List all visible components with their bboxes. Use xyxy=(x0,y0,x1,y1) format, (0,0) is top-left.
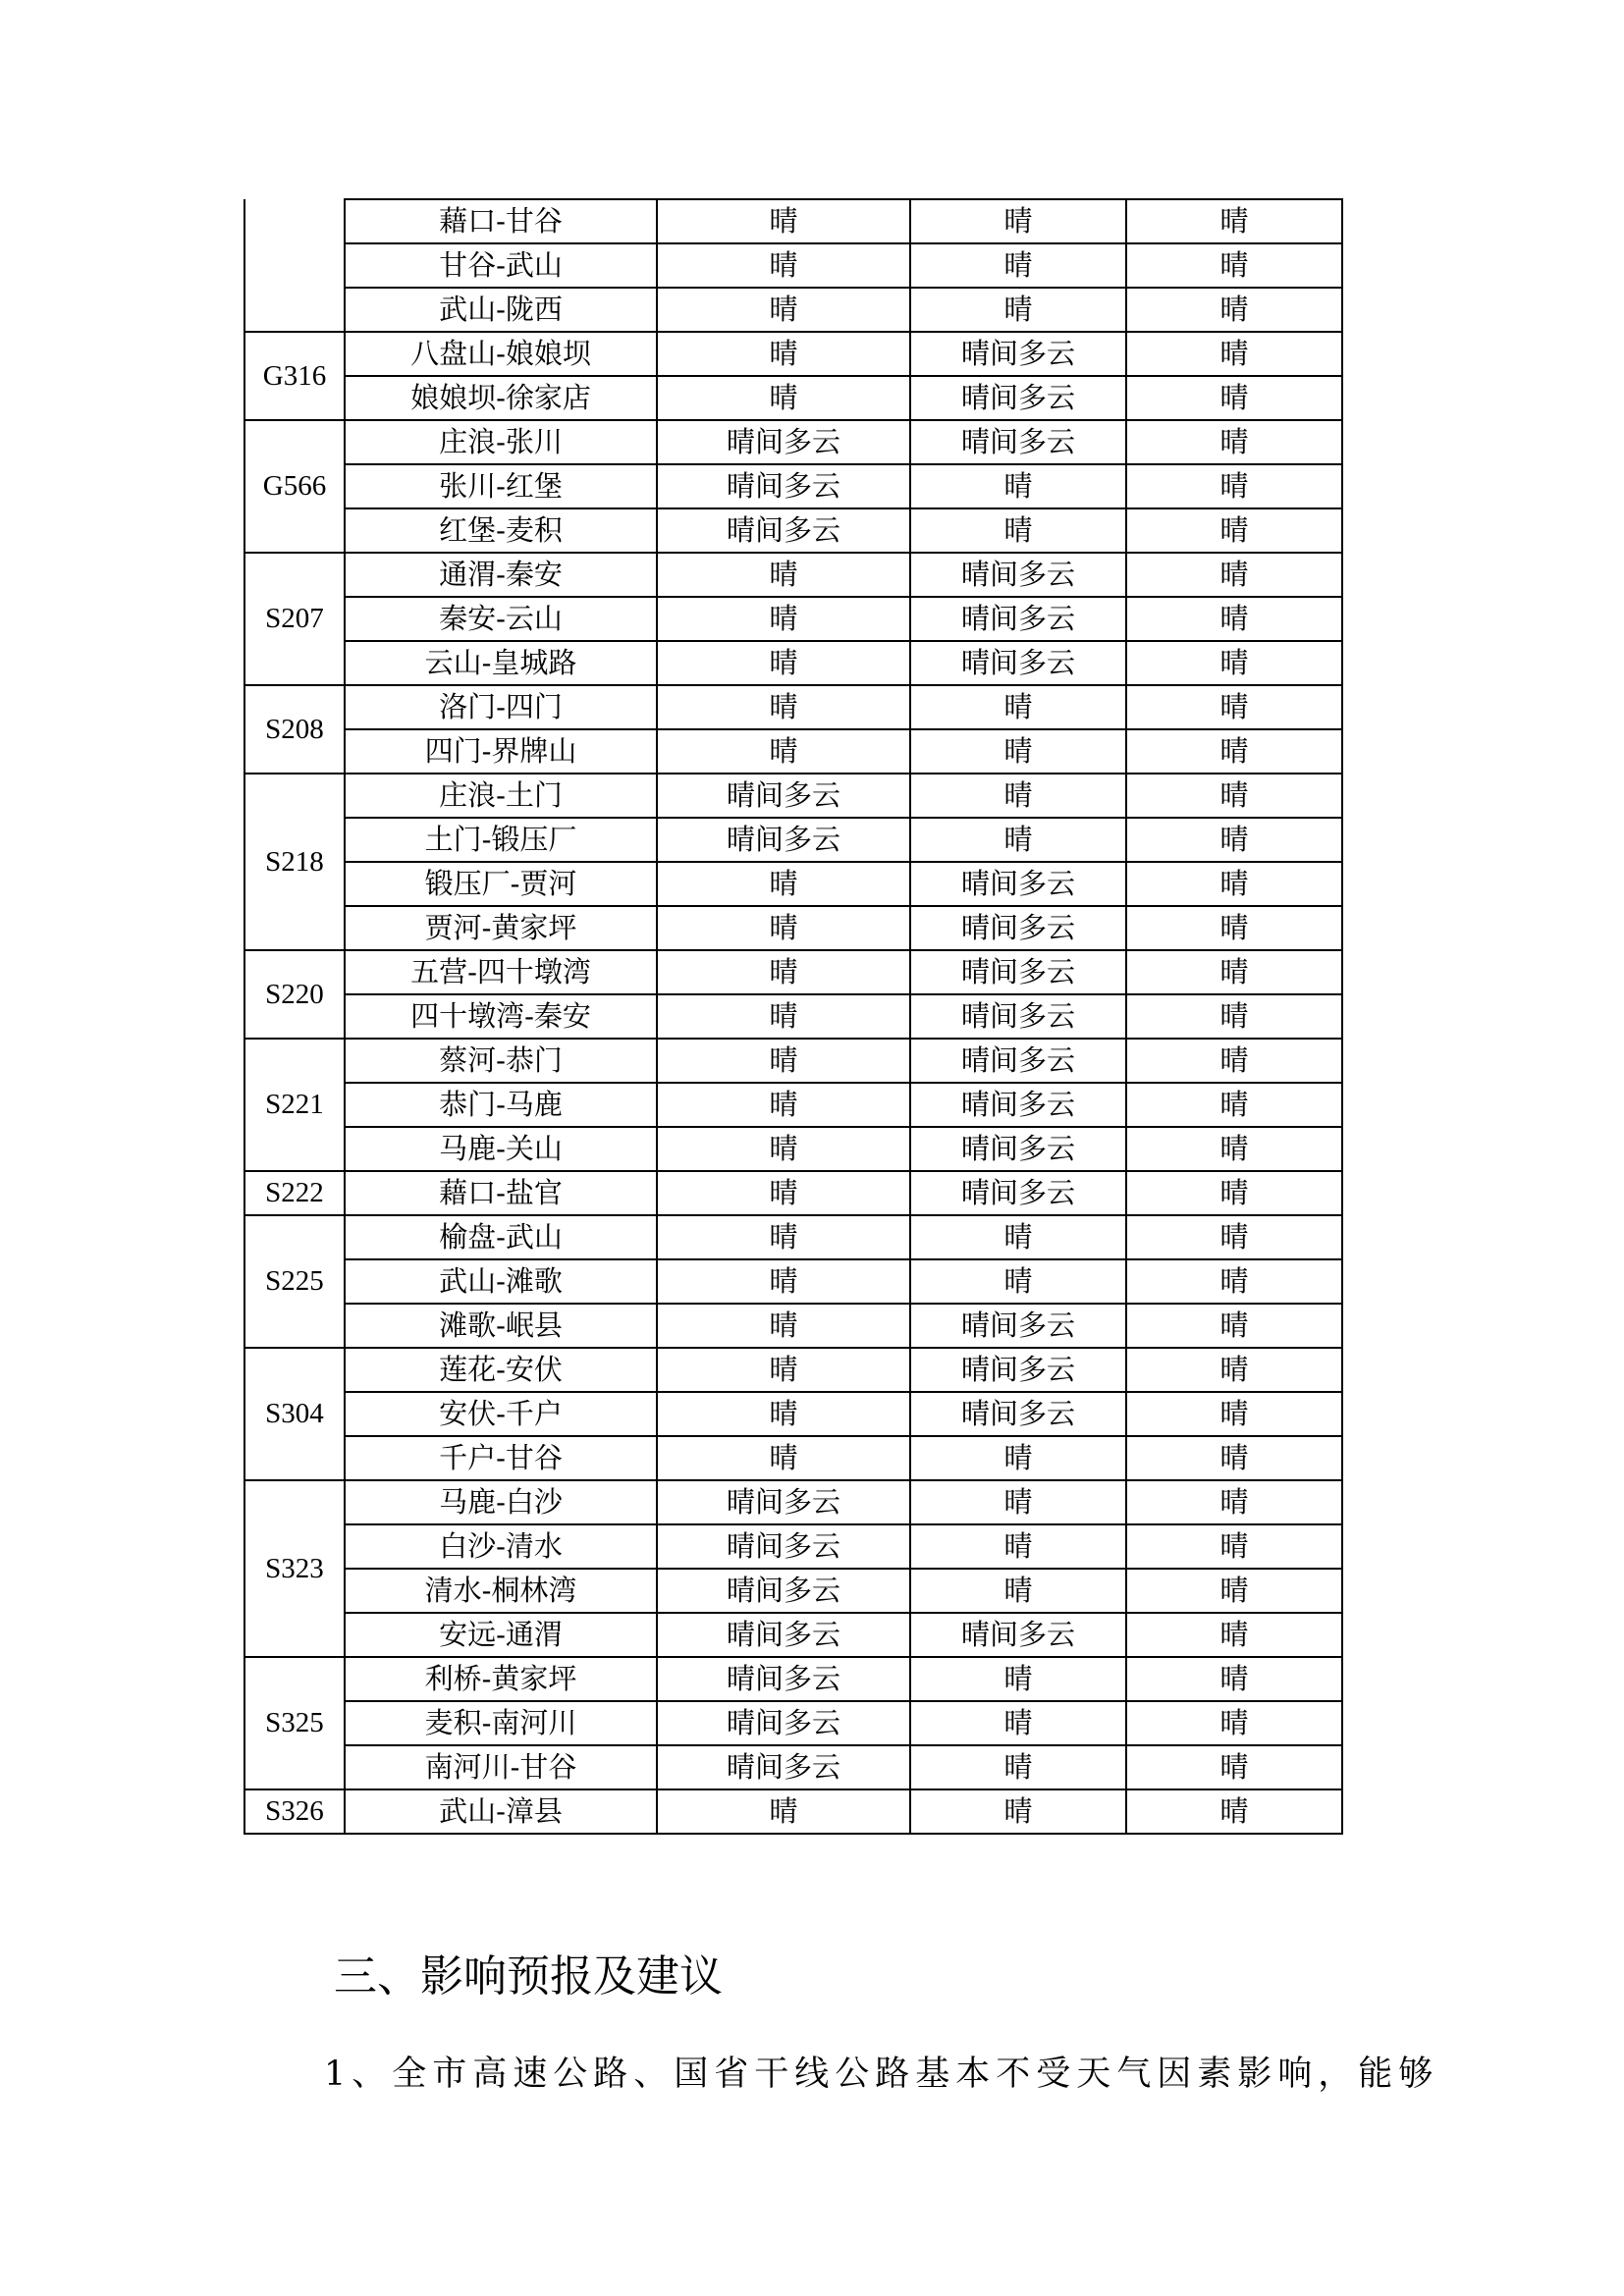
weather-cell-3: 晴 xyxy=(1126,774,1342,818)
weather-cell-3: 晴 xyxy=(1126,288,1342,332)
weather-cell-1: 晴 xyxy=(657,243,910,288)
weather-cell-3: 晴 xyxy=(1126,199,1342,243)
weather-cell-2: 晴间多云 xyxy=(910,1127,1126,1171)
road-section-cell: 白沙-清水 xyxy=(345,1524,657,1569)
weather-cell-1: 晴 xyxy=(657,1789,910,1834)
road-section-cell: 锻压厂-贾河 xyxy=(345,862,657,906)
road-section-cell: 安远-通渭 xyxy=(345,1613,657,1657)
weather-cell-2: 晴 xyxy=(910,729,1126,774)
table-row xyxy=(244,1392,1342,1436)
weather-cell-1: 晴间多云 xyxy=(657,508,910,553)
weather-cell-2: 晴 xyxy=(910,1701,1126,1745)
weather-cell-1: 晴 xyxy=(657,906,910,950)
table-row xyxy=(244,1569,1342,1613)
weather-cell-2: 晴间多云 xyxy=(910,1348,1126,1392)
road-section-cell: 蔡河-恭门 xyxy=(345,1039,657,1083)
weather-cell-1: 晴 xyxy=(657,1039,910,1083)
weather-cell-1: 晴 xyxy=(657,1392,910,1436)
weather-cell-2: 晴间多云 xyxy=(910,641,1126,685)
weather-cell-1: 晴 xyxy=(657,376,910,420)
weather-cell-1: 晴间多云 xyxy=(657,464,910,508)
weather-cell-2: 晴 xyxy=(910,774,1126,818)
weather-cell-3: 晴 xyxy=(1126,1701,1342,1745)
road-section-cell: 娘娘坝-徐家店 xyxy=(345,376,657,420)
weather-cell-2: 晴 xyxy=(910,288,1126,332)
weather-cell-3: 晴 xyxy=(1126,1789,1342,1834)
weather-cell-2: 晴间多云 xyxy=(910,994,1126,1039)
table-row xyxy=(244,994,1342,1039)
road-code-cell: S225 xyxy=(244,1215,345,1348)
road-section-cell: 滩歌-岷县 xyxy=(345,1304,657,1348)
road-section-cell: 武山-陇西 xyxy=(345,288,657,332)
road-section-cell: 庄浪-土门 xyxy=(345,774,657,818)
weather-cell-1: 晴 xyxy=(657,597,910,641)
weather-cell-2: 晴间多云 xyxy=(910,553,1126,597)
weather-cell-3: 晴 xyxy=(1126,1083,1342,1127)
table-row xyxy=(244,1039,1342,1083)
road-section-cell: 甘谷-武山 xyxy=(345,243,657,288)
weather-cell-2: 晴 xyxy=(910,1789,1126,1834)
table-row xyxy=(244,1613,1342,1657)
weather-cell-3: 晴 xyxy=(1126,685,1342,729)
table-row xyxy=(244,597,1342,641)
table-row xyxy=(244,420,1342,464)
weather-cell-1: 晴 xyxy=(657,553,910,597)
weather-cell-3: 晴 xyxy=(1126,376,1342,420)
weather-cell-2: 晴 xyxy=(910,685,1126,729)
weather-cell-1: 晴间多云 xyxy=(657,774,910,818)
weather-cell-1: 晴间多云 xyxy=(657,1745,910,1789)
weather-cell-1: 晴间多云 xyxy=(657,1613,910,1657)
weather-cell-3: 晴 xyxy=(1126,1127,1342,1171)
weather-cell-3: 晴 xyxy=(1126,1259,1342,1304)
weather-cell-2: 晴 xyxy=(910,1569,1126,1613)
weather-cell-1: 晴 xyxy=(657,994,910,1039)
weather-cell-2: 晴间多云 xyxy=(910,1392,1126,1436)
weather-cell-2: 晴 xyxy=(910,818,1126,862)
road-section-cell: 恭门-马鹿 xyxy=(345,1083,657,1127)
weather-cell-2: 晴间多云 xyxy=(910,1304,1126,1348)
road-section-cell: 利桥-黄家坪 xyxy=(345,1657,657,1701)
weather-cell-1: 晴 xyxy=(657,1127,910,1171)
road-code-cell: S218 xyxy=(244,774,345,950)
table-row xyxy=(244,1480,1342,1524)
road-code-cell: S220 xyxy=(244,950,345,1039)
weather-cell-2: 晴 xyxy=(910,508,1126,553)
road-section-cell: 榆盘-武山 xyxy=(345,1215,657,1259)
road-code-cell xyxy=(244,199,345,332)
weather-cell-1: 晴 xyxy=(657,950,910,994)
road-section-cell: 安伏-千户 xyxy=(345,1392,657,1436)
road-section-cell: 清水-桐林湾 xyxy=(345,1569,657,1613)
weather-cell-2: 晴 xyxy=(910,1657,1126,1701)
table-row xyxy=(244,288,1342,332)
weather-cell-3: 晴 xyxy=(1126,950,1342,994)
weather-cell-1: 晴 xyxy=(657,1259,910,1304)
road-code-cell: G566 xyxy=(244,420,345,553)
weather-cell-3: 晴 xyxy=(1126,1039,1342,1083)
table-row xyxy=(244,553,1342,597)
road-section-cell: 武山-滩歌 xyxy=(345,1259,657,1304)
weather-cell-2: 晴间多云 xyxy=(910,906,1126,950)
weather-cell-3: 晴 xyxy=(1126,553,1342,597)
road-section-cell: 红堡-麦积 xyxy=(345,508,657,553)
weather-cell-1: 晴 xyxy=(657,199,910,243)
road-section-cell: 武山-漳县 xyxy=(345,1789,657,1834)
weather-cell-1: 晴 xyxy=(657,332,910,376)
weather-forecast-table xyxy=(244,198,1343,1835)
road-code-cell: G316 xyxy=(244,332,345,420)
weather-cell-1: 晴 xyxy=(657,1215,910,1259)
table-row xyxy=(244,1657,1342,1701)
weather-cell-3: 晴 xyxy=(1126,729,1342,774)
road-section-cell: 通渭-秦安 xyxy=(345,553,657,597)
weather-cell-2: 晴间多云 xyxy=(910,950,1126,994)
weather-cell-3: 晴 xyxy=(1126,1304,1342,1348)
table-row xyxy=(244,1745,1342,1789)
weather-cell-3: 晴 xyxy=(1126,332,1342,376)
road-section-cell: 贾河-黄家坪 xyxy=(345,906,657,950)
weather-cell-1: 晴 xyxy=(657,862,910,906)
weather-cell-3: 晴 xyxy=(1126,1215,1342,1259)
table-row xyxy=(244,685,1342,729)
weather-cell-2: 晴 xyxy=(910,1215,1126,1259)
road-section-cell: 洛门-四门 xyxy=(345,685,657,729)
weather-cell-1: 晴 xyxy=(657,641,910,685)
table-row xyxy=(244,950,1342,994)
weather-cell-1: 晴 xyxy=(657,288,910,332)
weather-cell-1: 晴 xyxy=(657,1083,910,1127)
weather-cell-2: 晴 xyxy=(910,1480,1126,1524)
table-row xyxy=(244,1436,1342,1480)
weather-cell-2: 晴 xyxy=(910,464,1126,508)
road-section-cell: 四十墩湾-秦安 xyxy=(345,994,657,1039)
weather-cell-1: 晴间多云 xyxy=(657,1524,910,1569)
road-section-cell: 藉口-甘谷 xyxy=(345,199,657,243)
road-section-cell: 麦积-南河川 xyxy=(345,1701,657,1745)
road-section-cell: 四门-界牌山 xyxy=(345,729,657,774)
weather-cell-3: 晴 xyxy=(1126,1745,1342,1789)
weather-cell-2: 晴间多云 xyxy=(910,1171,1126,1215)
weather-cell-2: 晴间多云 xyxy=(910,597,1126,641)
table-row xyxy=(244,774,1342,818)
weather-cell-2: 晴 xyxy=(910,1745,1126,1789)
table-row xyxy=(244,729,1342,774)
weather-cell-1: 晴 xyxy=(657,1436,910,1480)
weather-cell-2: 晴 xyxy=(910,1259,1126,1304)
weather-cell-2: 晴间多云 xyxy=(910,332,1126,376)
weather-cell-3: 晴 xyxy=(1126,1392,1342,1436)
weather-cell-1: 晴 xyxy=(657,1171,910,1215)
table-row xyxy=(244,862,1342,906)
weather-cell-1: 晴间多云 xyxy=(657,420,910,464)
road-code-cell: S323 xyxy=(244,1480,345,1657)
road-section-cell: 庄浪-张川 xyxy=(345,420,657,464)
weather-cell-1: 晴 xyxy=(657,685,910,729)
weather-cell-1: 晴间多云 xyxy=(657,1480,910,1524)
weather-cell-1: 晴 xyxy=(657,1348,910,1392)
table-row xyxy=(244,508,1342,553)
table-row xyxy=(244,1789,1342,1834)
weather-cell-3: 晴 xyxy=(1126,1480,1342,1524)
road-section-cell: 藉口-盐官 xyxy=(345,1171,657,1215)
weather-cell-2: 晴间多云 xyxy=(910,862,1126,906)
table-row xyxy=(244,376,1342,420)
road-code-cell: S326 xyxy=(244,1789,345,1834)
table-row xyxy=(244,1701,1342,1745)
road-section-cell: 秦安-云山 xyxy=(345,597,657,641)
weather-cell-2: 晴间多云 xyxy=(910,376,1126,420)
weather-cell-3: 晴 xyxy=(1126,862,1342,906)
weather-cell-3: 晴 xyxy=(1126,1524,1342,1569)
table-row xyxy=(244,1348,1342,1392)
road-code-cell: S304 xyxy=(244,1348,345,1480)
weather-cell-3: 晴 xyxy=(1126,420,1342,464)
table-row xyxy=(244,641,1342,685)
weather-cell-3: 晴 xyxy=(1126,641,1342,685)
road-code-cell: S208 xyxy=(244,685,345,774)
table-row xyxy=(244,1083,1342,1127)
weather-cell-1: 晴间多云 xyxy=(657,1657,910,1701)
road-section-cell: 土门-锻压厂 xyxy=(345,818,657,862)
paragraph-text: 1、全市高速公路、国省干线公路基本不受天气因素影响，能够 xyxy=(324,2055,1439,2094)
weather-cell-2: 晴间多云 xyxy=(910,420,1126,464)
weather-cell-3: 晴 xyxy=(1126,906,1342,950)
road-section-cell: 八盘山-娘娘坝 xyxy=(345,332,657,376)
road-section-cell: 云山-皇城路 xyxy=(345,641,657,685)
weather-cell-2: 晴间多云 xyxy=(910,1083,1126,1127)
table-row xyxy=(244,1259,1342,1304)
weather-cell-3: 晴 xyxy=(1126,597,1342,641)
road-section-cell: 莲花-安伏 xyxy=(345,1348,657,1392)
road-section-cell: 张川-红堡 xyxy=(345,464,657,508)
table-row xyxy=(244,464,1342,508)
weather-cell-2: 晴间多云 xyxy=(910,1039,1126,1083)
weather-cell-3: 晴 xyxy=(1126,1171,1342,1215)
weather-table-body xyxy=(244,199,1342,1834)
weather-cell-2: 晴 xyxy=(910,199,1126,243)
weather-cell-1: 晴 xyxy=(657,1304,910,1348)
weather-cell-3: 晴 xyxy=(1126,1436,1342,1480)
road-code-cell: S222 xyxy=(244,1171,345,1215)
weather-cell-2: 晴 xyxy=(910,1436,1126,1480)
table-row xyxy=(244,1215,1342,1259)
weather-cell-2: 晴 xyxy=(910,1524,1126,1569)
road-section-cell: 五营-四十墩湾 xyxy=(345,950,657,994)
weather-cell-3: 晴 xyxy=(1126,818,1342,862)
weather-cell-1: 晴间多云 xyxy=(657,818,910,862)
road-code-cell: S325 xyxy=(244,1657,345,1789)
weather-cell-2: 晴 xyxy=(910,243,1126,288)
road-section-cell: 南河川-甘谷 xyxy=(345,1745,657,1789)
road-code-cell: S221 xyxy=(244,1039,345,1171)
weather-cell-3: 晴 xyxy=(1126,243,1342,288)
weather-cell-3: 晴 xyxy=(1126,994,1342,1039)
weather-cell-1: 晴 xyxy=(657,729,910,774)
road-code-cell: S207 xyxy=(244,553,345,685)
table-row xyxy=(244,1127,1342,1171)
table-row xyxy=(244,1171,1342,1215)
section-heading: 三、影响预报及建议 xyxy=(334,1951,723,2002)
weather-cell-1: 晴间多云 xyxy=(657,1701,910,1745)
weather-cell-3: 晴 xyxy=(1126,1657,1342,1701)
road-section-cell: 马鹿-关山 xyxy=(345,1127,657,1171)
weather-cell-3: 晴 xyxy=(1126,1569,1342,1613)
weather-cell-3: 晴 xyxy=(1126,464,1342,508)
weather-cell-3: 晴 xyxy=(1126,1613,1342,1657)
weather-cell-3: 晴 xyxy=(1126,1348,1342,1392)
table-row xyxy=(244,243,1342,288)
road-section-cell: 千户-甘谷 xyxy=(345,1436,657,1480)
weather-cell-2: 晴间多云 xyxy=(910,1613,1126,1657)
weather-cell-3: 晴 xyxy=(1126,508,1342,553)
table-row xyxy=(244,906,1342,950)
table-row xyxy=(244,1524,1342,1569)
table-row xyxy=(244,818,1342,862)
table-row xyxy=(244,332,1342,376)
road-section-cell: 马鹿-白沙 xyxy=(345,1480,657,1524)
weather-cell-1: 晴间多云 xyxy=(657,1569,910,1613)
table-row xyxy=(244,1304,1342,1348)
table-row xyxy=(244,199,1342,243)
